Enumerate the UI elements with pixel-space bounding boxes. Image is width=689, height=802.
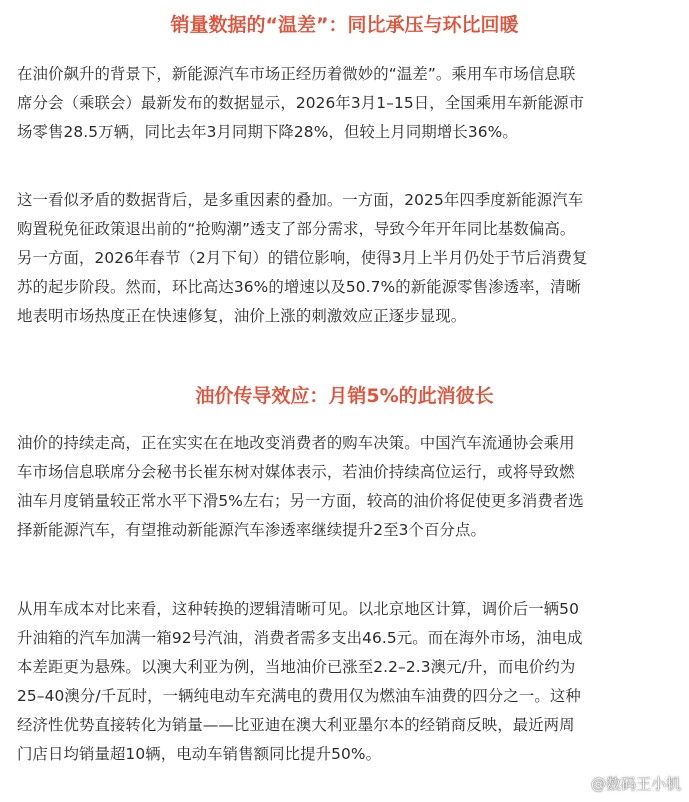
- paragraph-line: 油价的持续走高，正在实实在在地改变消费者的购车决策。中国汽车流通协会乘用: [17, 434, 575, 452]
- paragraph-cost-comparison: [17, 595, 677, 769]
- weibo-icon: [566, 775, 586, 792]
- paragraph-line: 经济性优势直接转化为销量——比亚迪在澳大利亚墨尔本的经销商反映，最近两周: [17, 716, 575, 734]
- paragraph-sales-data: [17, 60, 677, 147]
- paragraph-line: 在油价飙升的背景下，新能源汽车市场正经历着微妙的“温差”。乘用车市场信息联: [17, 65, 576, 83]
- paragraph-line: 择新能源汽车，有望推动新能源汽车渗透率继续提升2至3个百分点。: [17, 521, 487, 539]
- paragraph-line: 苏的起步阶段。然而，环比高达36%的增速以及50.7%的新能源零售渗透率，清晰: [17, 278, 582, 296]
- section-heading-sales-gap: 销量数据的“温差”：同比承压与环比回暖: [170, 14, 519, 36]
- paragraph-line: 另一方面，2026年春节（2月下旬）的错位影响，使得3月上半月仍处于节后消费复: [17, 249, 588, 267]
- paragraph-line: 从用车成本对比来看，这种转换的逻辑清晰可见。以北京地区计算，调价后一辆50: [17, 600, 579, 618]
- paragraph-oil-price: [17, 429, 677, 545]
- paragraph-line: 地表明市场热度正在快速修复，油价上涨的刺激效应正逐步显现。: [17, 307, 467, 325]
- paragraph-line: 本差距更为悬殊。以澳大利亚为例，当地油价已涨至2.2–2.3澳元/升，而电价约为: [17, 658, 576, 676]
- paragraph-line: 场零售28.5万辆，同比去年3月同期下降28%，但较上月同期增长36%。: [17, 123, 518, 141]
- paragraph-contradiction: [17, 186, 677, 331]
- paragraph-line: 25–40澳分/千瓦时，一辆纯电动车充满电的费用仅为燃油车油费的四分之一。这种: [17, 687, 581, 705]
- watermark-text: @数码王小机: [590, 775, 681, 793]
- paragraph-line: 车市场信息联席分会秘书长崔东树对媒体表示，若油价持续高位运行，或将导致燃: [17, 463, 575, 481]
- paragraph-line: 这一看似矛盾的数据背后，是多重因素的叠加。一方面，2025年四季度新能源汽车: [17, 191, 584, 209]
- section-heading-oil-effect: 油价传导效应：月销5%的此消彼长: [195, 385, 494, 407]
- paragraph-line: 购置税免征政策退出前的“抢购潮”透支了部分需求，导致今年开年同比基数偏高。: [17, 220, 576, 238]
- paragraph-line: 升油箱的汽车加满一箱92号汽油，消费者需多支出46.5元。而在海外市场，油电成: [17, 629, 583, 647]
- paragraph-line: 油车月度销量较正常水平下滑5%左右；另一方面，较高的油价将促使更多消费者选: [17, 492, 584, 510]
- watermark: [566, 773, 681, 794]
- paragraph-line: 门店日均销量超10辆，电动车销售额同比提升50%。: [17, 745, 382, 763]
- paragraph-line: 席分会（乘联会）最新发布的数据显示，2026年3月1–15日，全国乘用车新能源市: [17, 94, 585, 112]
